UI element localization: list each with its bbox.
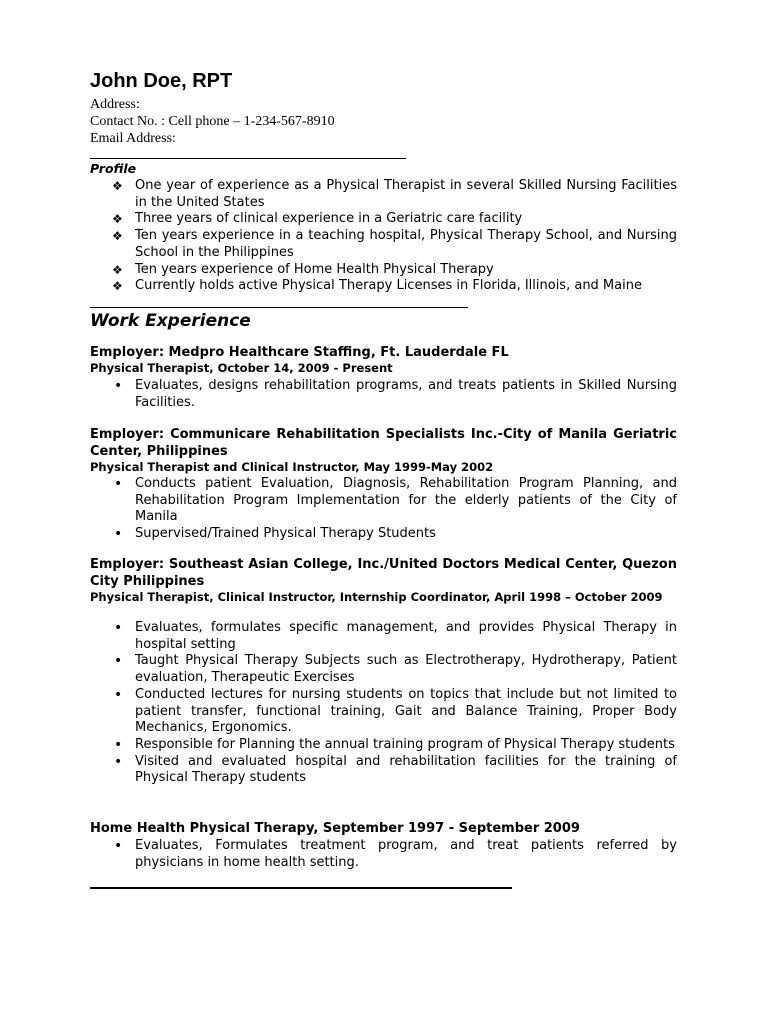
bullet-icon: • <box>114 620 123 636</box>
diamond-bullet-icon: ❖ <box>112 179 123 193</box>
contact-line: Contact No. : Cell phone – 1-234-567-8910 <box>90 114 335 129</box>
list-item: • Conducted lectures for nursing students on topics that include but not limited to patient transfer, functional training, Gait and Balance Training, Proper Body Mechanics, Ergonomics. <box>114 686 677 736</box>
diamond-bullet-icon: ❖ <box>112 229 123 244</box>
candidate-name: John Doe, RPT <box>90 70 233 92</box>
profile-list <box>90 178 677 295</box>
job-duties-list <box>90 620 677 787</box>
job-duties-list <box>90 838 677 871</box>
bullet-icon: • <box>114 736 123 753</box>
position-title: Physical Therapist, October 14, 2009 - Present <box>90 361 393 375</box>
closing-divider <box>90 887 512 889</box>
email-label: Email Address: <box>90 131 176 146</box>
diamond-bullet-icon: ❖ <box>112 262 123 277</box>
position-title: Physical Therapist and Clinical Instructor, May 1999-May 2002 <box>90 460 494 474</box>
job-duties-list <box>90 476 677 543</box>
list-item: • Evaluates, Formulates treatment program, and treat patients referred by physicians in home health setting. <box>114 838 677 870</box>
list-item: ❖ Ten years experience in a teaching hospital, Physical Therapy School, and Nursing School in the Philippines <box>112 228 677 260</box>
bullet-icon: • <box>114 838 123 854</box>
position-title: Physical Therapist, Clinical Instructor, Internship Coordinator, April 1998 – October 2009 <box>90 590 663 604</box>
address-label: Address: <box>90 97 140 112</box>
list-item: • Taught Physical Therapy Subjects such as Electrotherapy, Hydrotherapy, Patient evaluation, Therapeutic Exercises <box>114 653 677 686</box>
list-item: • Conducts patient Evaluation, Diagnosis, Rehabilitation Program Planning, and Rehabilitation Program Implementation for the elderly patients of the City of Manila <box>114 476 677 525</box>
employer-heading: Employer: Communicare Rehabilitation Specialists Inc.-City of Manila Geriatric Center, Philippines <box>90 427 677 459</box>
bullet-icon: • <box>114 686 123 703</box>
diamond-bullet-icon: ❖ <box>112 212 123 227</box>
profile-heading: Profile <box>90 161 137 176</box>
list-item: • Evaluates, formulates specific management, and provides Physical Therapy in hospital setting <box>114 620 677 652</box>
list-item: • Visited and evaluated hospital and rehabilitation facilities for the training of Physical Therapy students <box>114 753 677 786</box>
bullet-icon: • <box>114 753 123 770</box>
bullet-icon: • <box>114 526 123 543</box>
list-item: ❖ Currently holds active Physical Therapy Licenses in Florida, Illinois, and Maine <box>112 278 642 294</box>
list-item: • Supervised/Trained Physical Therapy Students <box>114 526 436 543</box>
bullet-icon: • <box>114 476 123 492</box>
list-item: ❖ Three years of clinical experience in a Geriatric care facility <box>112 211 523 227</box>
list-item: • Evaluates, designs rehabilitation programs, and treats patients in Skilled Nursing Facilities. <box>114 378 677 410</box>
job-duties-list <box>90 378 677 411</box>
list-item: ❖ Ten years experience of Home Health Physical Therapy <box>112 261 494 277</box>
list-item: ❖ One year of experience as a Physical Therapist in several Skilled Nursing Facilities in the United States <box>112 178 677 210</box>
list-item: • Responsible for Planning the annual training program of Physical Therapy students <box>114 736 675 753</box>
employer-heading: Home Health Physical Therapy, September 1997 - September 2009 <box>90 821 580 836</box>
employer-heading: Employer: Southeast Asian College, Inc./United Doctors Medical Center, Quezon City Philippines <box>90 557 677 589</box>
profile-divider <box>90 307 468 308</box>
bullet-icon: • <box>114 378 123 394</box>
diamond-bullet-icon: ❖ <box>112 279 123 294</box>
bullet-icon: • <box>114 653 123 670</box>
employer-heading: Employer: Medpro Healthcare Staffing, Ft. Lauderdale FL <box>90 345 509 360</box>
header-divider <box>90 158 406 159</box>
work-experience-heading: Work Experience <box>90 311 251 331</box>
